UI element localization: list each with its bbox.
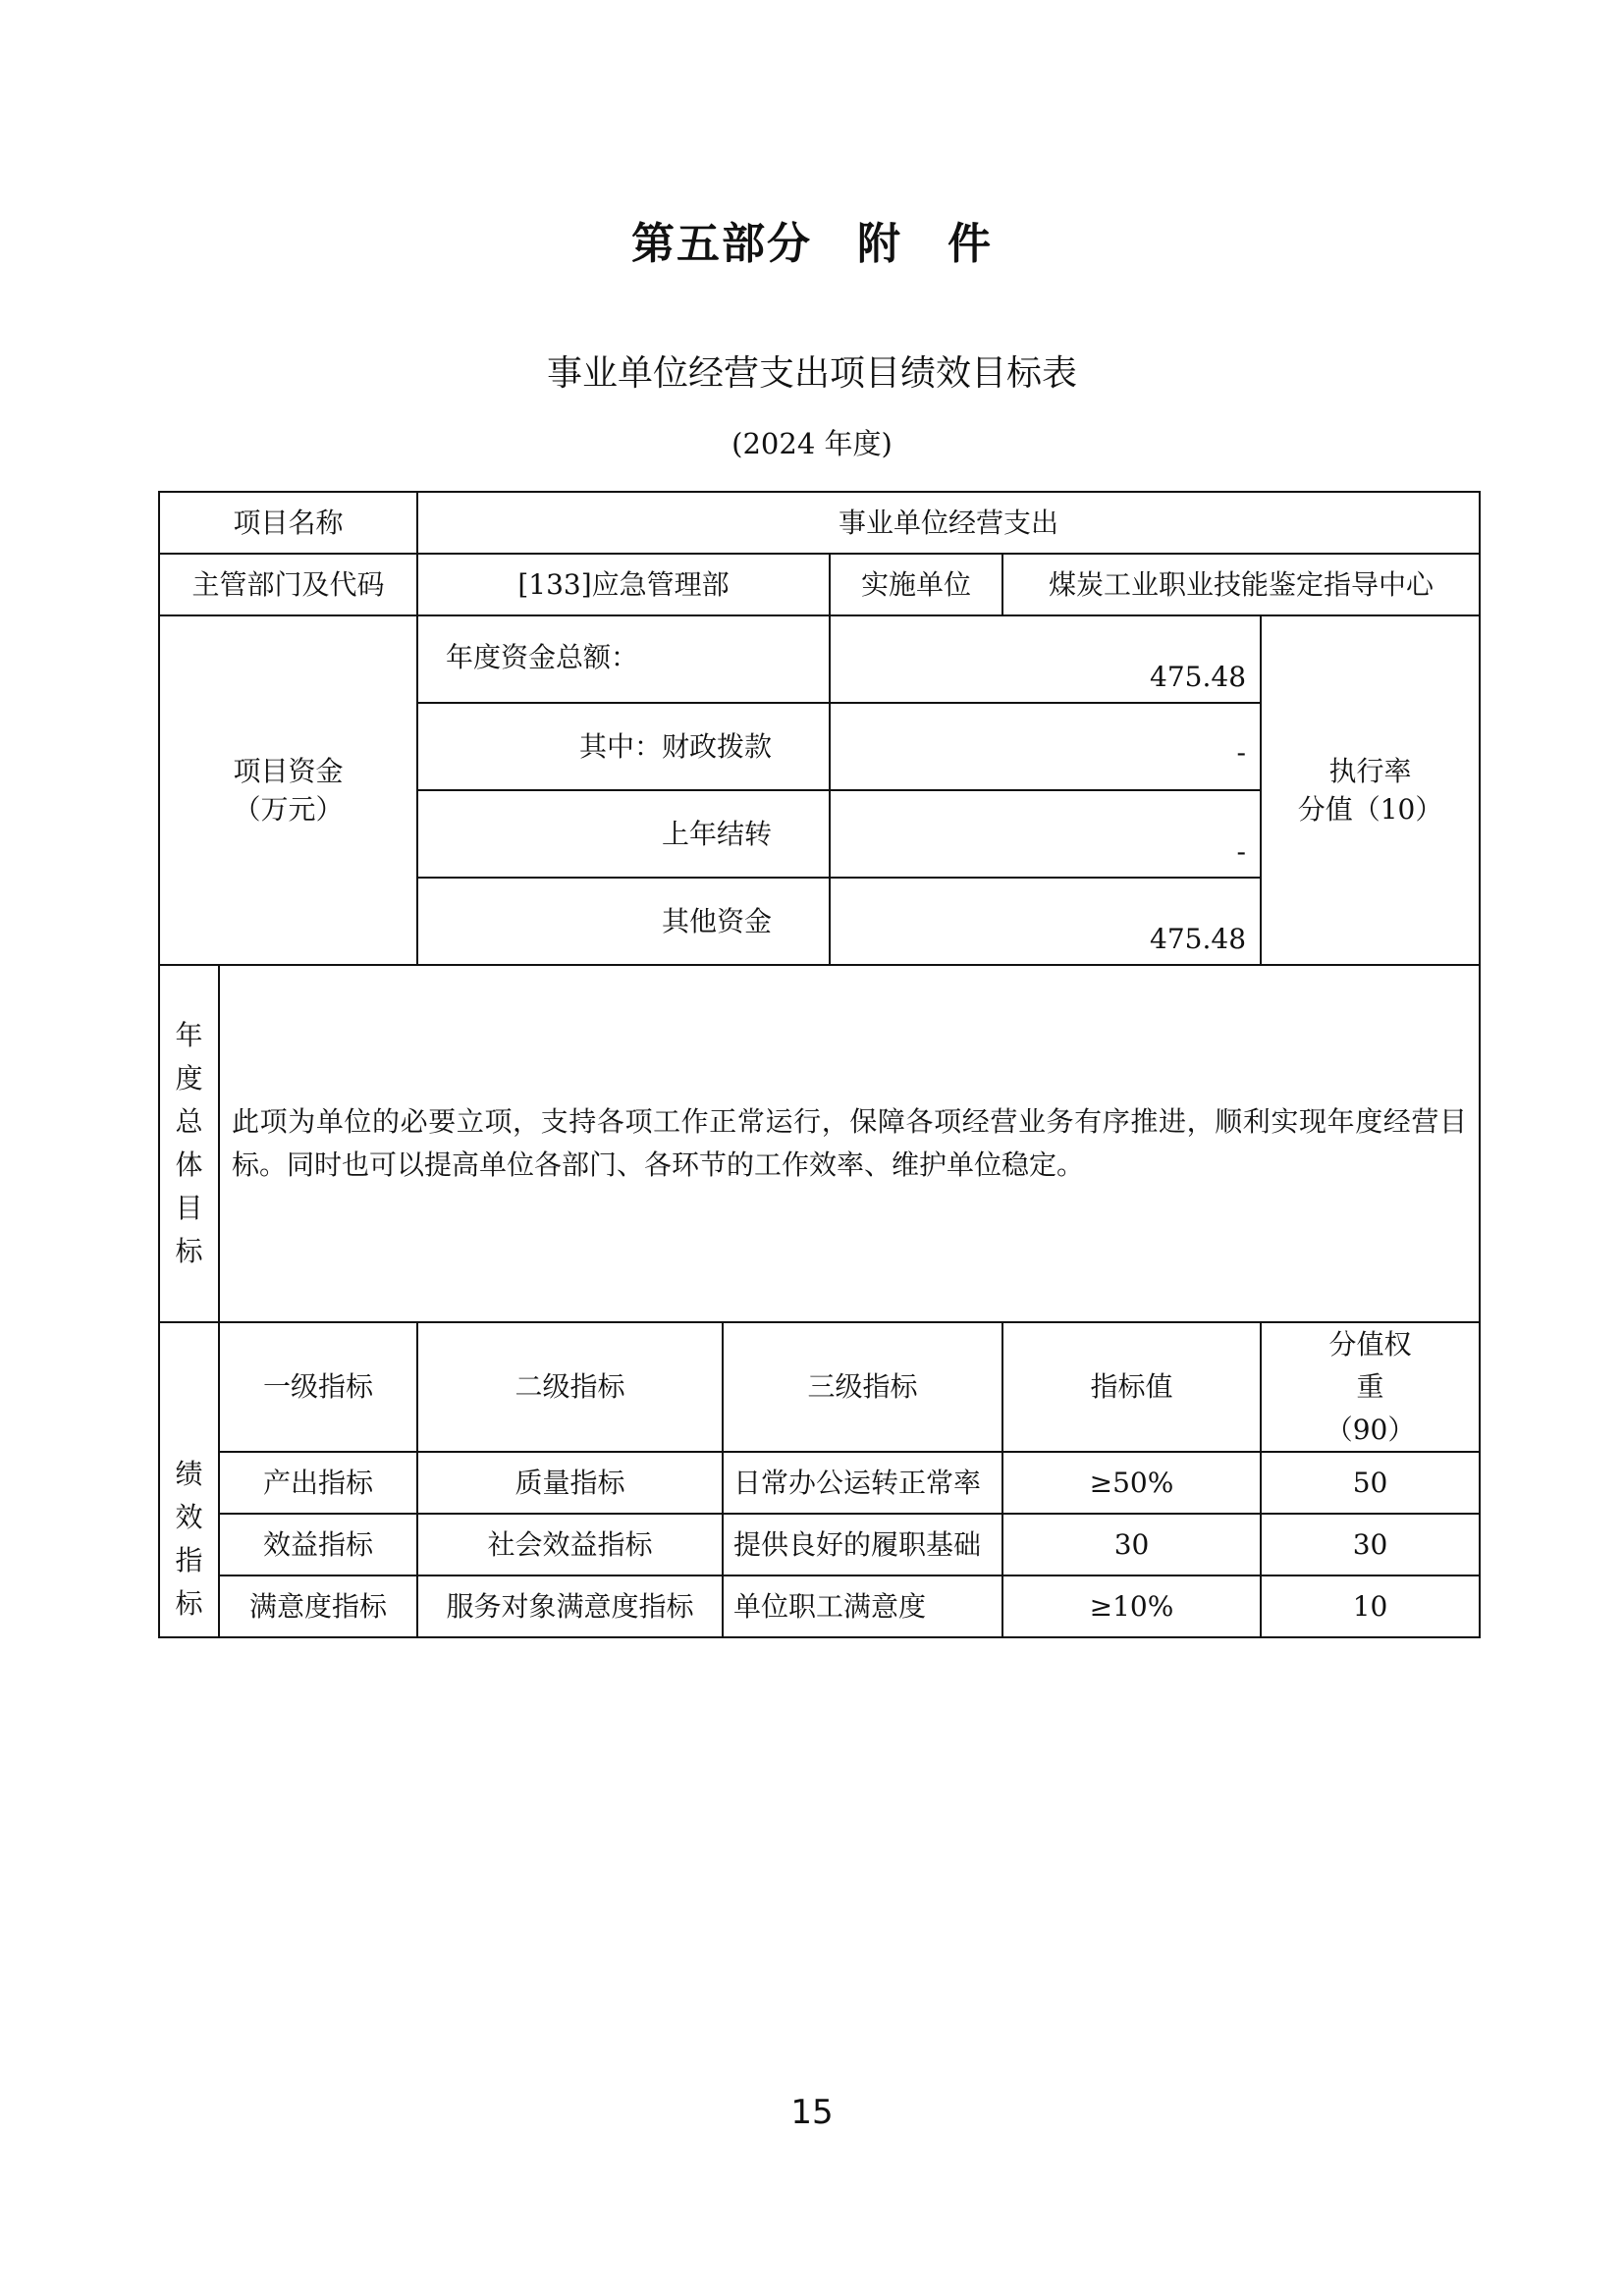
row-value: ≥50%	[1002, 1452, 1261, 1514]
annual-goal-text: 此项为单位的必要立项，支持各项工作正常运行，保障各项经营业务有序推进，顺利实现年度经营目标。同时也可以提高单位各部门、各环节的工作效率、维护单位稳定。	[219, 965, 1480, 1322]
carryover-label: 上年结转	[417, 790, 830, 878]
impl-unit-value: 煤炭工业职业技能鉴定指导中心	[1002, 554, 1480, 615]
table-title: 事业单位经营支出项目绩效目标表	[546, 353, 1077, 394]
header-weight-line1: 分值权	[1328, 1328, 1412, 1361]
exec-rate-line2: 分值（10）	[1297, 793, 1443, 826]
dept-label: 主管部门及代码	[159, 554, 417, 615]
header-level1: 一级指标	[219, 1322, 417, 1452]
funds-label-line1: 项目资金	[233, 754, 344, 787]
total-funds-value: 475.48	[830, 615, 1261, 703]
table-row	[159, 1575, 1480, 1637]
fiscal-funds-label: 其中：财政拨款	[417, 703, 830, 790]
row-level1: 效益指标	[219, 1514, 417, 1575]
funds-label-line2: （万元）	[233, 793, 344, 826]
row-level3: 日常办公运转正常率	[723, 1452, 1002, 1514]
indicators-label	[159, 1322, 219, 1637]
row-level1: 产出指标	[219, 1452, 417, 1514]
header-value: 指标值	[1002, 1322, 1261, 1452]
row-value: ≥10%	[1002, 1575, 1261, 1637]
carryover-value: -	[830, 790, 1261, 878]
vertical-label-char: 绩	[175, 1457, 203, 1490]
header-level2: 二级指标	[417, 1322, 723, 1452]
vertical-label-char: 年	[175, 1019, 203, 1051]
table-row	[159, 1452, 1480, 1514]
dept-value: [133]应急管理部	[417, 554, 830, 615]
row-level1: 满意度指标	[219, 1575, 417, 1637]
header-weight-line2: 重	[1356, 1370, 1384, 1404]
fiscal-funds-value: -	[830, 703, 1261, 790]
vertical-label-char: 总	[175, 1105, 203, 1138]
row-weight: 50	[1261, 1452, 1480, 1514]
page-number: 15	[790, 2093, 834, 2132]
vertical-label-char: 指	[175, 1543, 203, 1576]
row-level3: 提供良好的履职基础	[723, 1514, 1002, 1575]
header-weight	[1261, 1322, 1480, 1452]
exec-rate-score	[1261, 615, 1480, 965]
row-level2: 服务对象满意度指标	[417, 1575, 723, 1637]
project-name-value: 事业单位经营支出	[417, 492, 1480, 554]
row-value: 30	[1002, 1514, 1261, 1575]
vertical-label-char: 目	[175, 1192, 203, 1224]
year-label: (2024 年度)	[731, 427, 893, 460]
vertical-label-char: 效	[175, 1500, 203, 1533]
vertical-label-char: 体	[175, 1148, 203, 1181]
row-weight: 10	[1261, 1575, 1480, 1637]
other-funds-value: 475.48	[830, 878, 1261, 965]
project-name-label: 项目名称	[159, 492, 417, 554]
vertical-label-char: 度	[175, 1062, 203, 1095]
vertical-label-char: 标	[175, 1235, 203, 1267]
annual-goal-label	[159, 965, 219, 1322]
funds-label	[159, 615, 417, 965]
row-level3: 单位职工满意度	[723, 1575, 1002, 1637]
row-level2: 质量指标	[417, 1452, 723, 1514]
header-level3: 三级指标	[723, 1322, 1002, 1452]
header-weight-line3: （90）	[1325, 1413, 1416, 1446]
impl-unit-label: 实施单位	[830, 554, 1002, 615]
row-level2: 社会效益指标	[417, 1514, 723, 1575]
total-funds-label: 年度资金总额：	[417, 615, 830, 703]
vertical-label-char: 标	[175, 1586, 203, 1620]
other-funds-label: 其他资金	[417, 878, 830, 965]
table-row	[159, 1514, 1480, 1575]
part-title: 第五部分 附 件	[631, 219, 993, 269]
exec-rate-line1: 执行率	[1328, 754, 1412, 787]
performance-target-table	[158, 491, 1481, 1638]
row-weight: 30	[1261, 1514, 1480, 1575]
